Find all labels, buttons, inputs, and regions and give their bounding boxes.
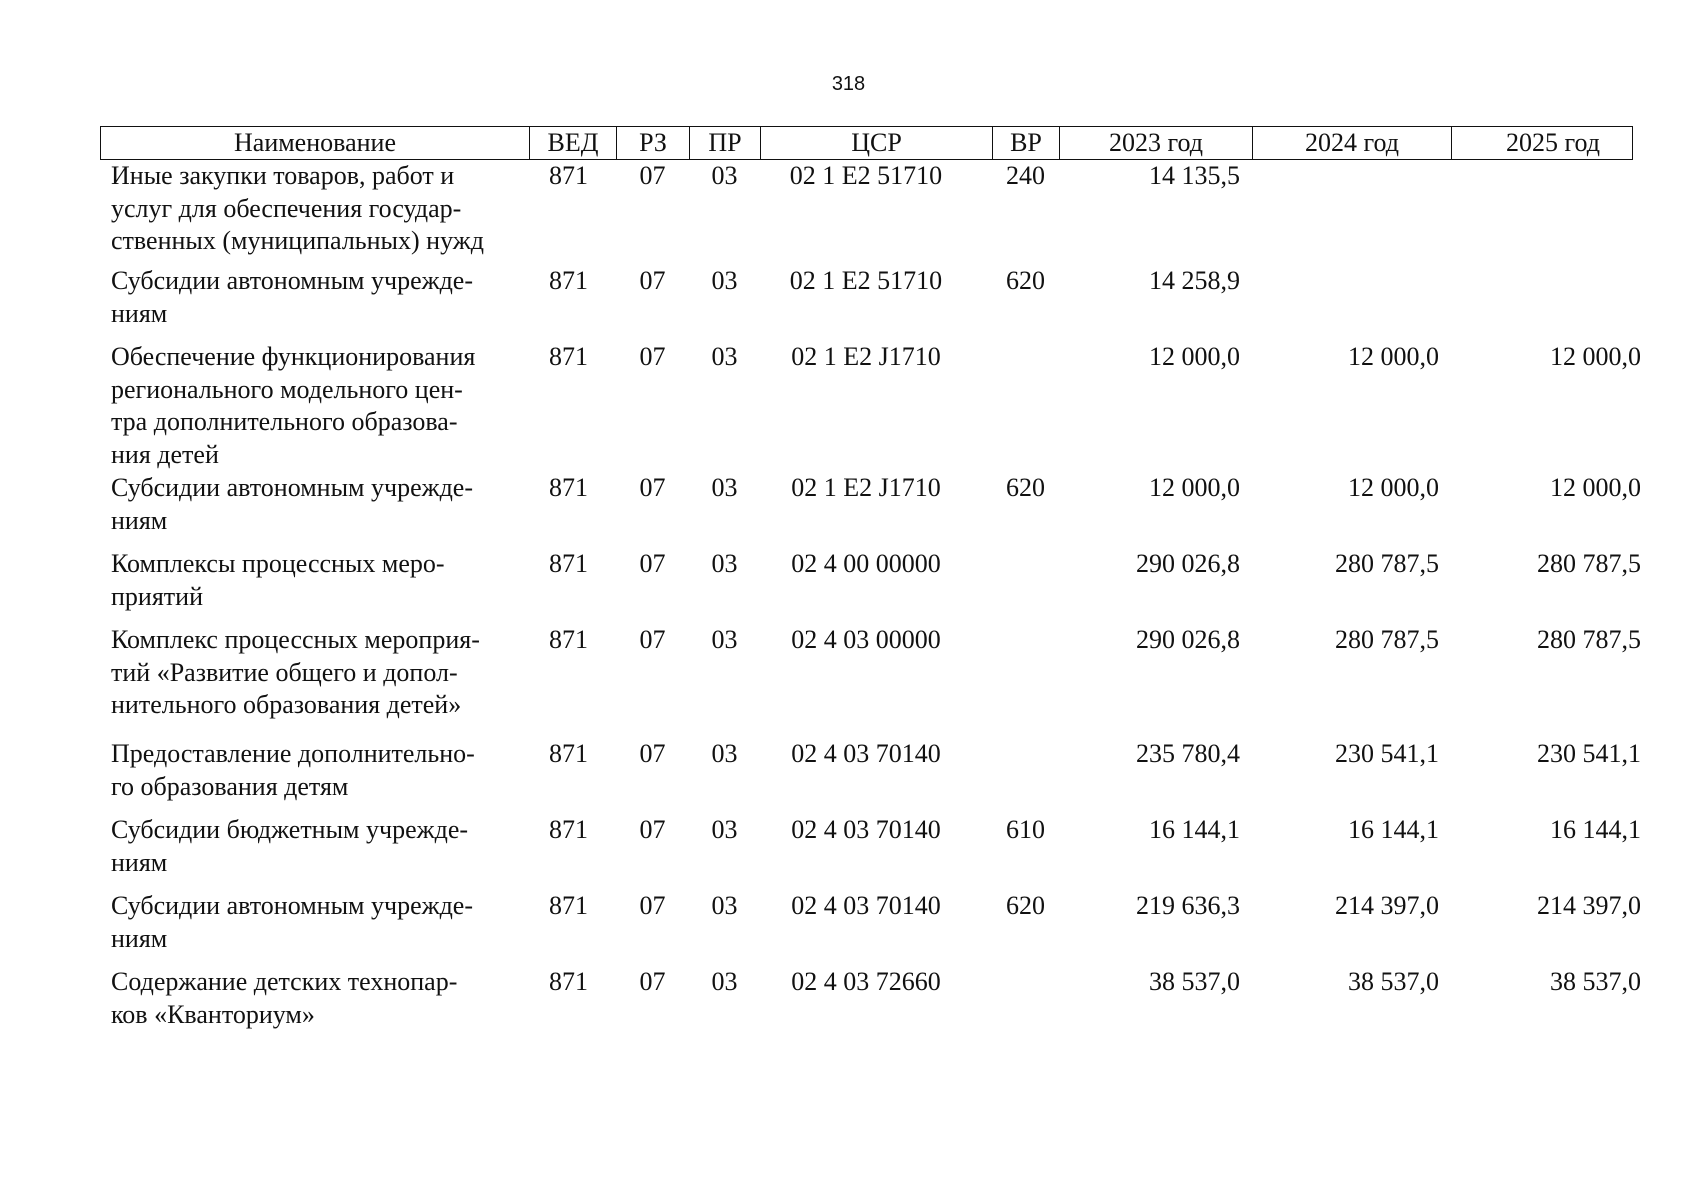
cell-csr: 02 1 E2 J1710 [791, 473, 941, 502]
cell-2023: 16 144,1 [1149, 815, 1240, 844]
header-name: Наименование [101, 127, 530, 159]
cell-pr: 03 [711, 815, 738, 844]
cell-rz: 07 [639, 549, 666, 578]
cell-pr: 03 [711, 739, 738, 768]
header-pr: ПР [690, 127, 761, 159]
cell-2025: 38 537,0 [1550, 967, 1641, 996]
cell-2023: 12 000,0 [1149, 342, 1240, 371]
cell-2024: 38 537,0 [1348, 967, 1439, 996]
table-row [100, 890, 1641, 966]
table-row [100, 548, 1641, 624]
cell-ved: 871 [549, 161, 588, 190]
cell-pr: 03 [711, 342, 738, 371]
cell-2025 [1451, 265, 1653, 341]
table-row [100, 341, 1641, 472]
cell-csr: 02 4 03 72660 [791, 967, 941, 996]
cell-2025: 230 541,1 [1537, 739, 1641, 768]
cell-csr: 02 4 03 70140 [791, 815, 941, 844]
table-row [100, 738, 1641, 814]
page-number: 318 [831, 73, 866, 95]
cell-name: Субсидии автономным учрежде- ниям [111, 891, 473, 953]
cell-vr [992, 548, 1059, 624]
cell-rz: 07 [639, 342, 666, 371]
table-row [100, 624, 1641, 738]
cell-2025: 12 000,0 [1550, 342, 1641, 371]
cell-vr [992, 738, 1059, 814]
cell-2024 [1252, 265, 1451, 341]
cell-pr: 03 [711, 891, 738, 920]
cell-name: Субсидии автономным учрежде- ниям [111, 266, 473, 328]
cell-name: Субсидии бюджетным учрежде- ниям [111, 815, 469, 877]
cell-rz: 07 [639, 815, 666, 844]
cell-rz: 07 [639, 739, 666, 768]
cell-vr: 620 [1006, 266, 1045, 295]
cell-2024: 12 000,0 [1348, 473, 1439, 502]
cell-rz: 07 [639, 161, 666, 190]
cell-2024: 16 144,1 [1348, 815, 1439, 844]
header-2025: 2025 год [1506, 128, 1600, 157]
cell-pr: 03 [711, 473, 738, 502]
cell-2023: 235 780,4 [1136, 739, 1240, 768]
cell-ved: 871 [549, 625, 588, 654]
cell-rz: 07 [639, 891, 666, 920]
cell-2025: 214 397,0 [1537, 891, 1641, 920]
cell-ved: 871 [549, 473, 588, 502]
cell-2023: 290 026,8 [1136, 549, 1240, 578]
cell-2023: 290 026,8 [1136, 625, 1240, 654]
cell-name: Комплексы процессных меро- приятий [111, 549, 445, 611]
cell-csr: 02 4 00 00000 [791, 549, 941, 578]
cell-vr [992, 966, 1059, 1042]
cell-csr: 02 1 E2 J1710 [791, 342, 941, 371]
cell-vr: 240 [1006, 161, 1045, 190]
cell-rz: 07 [639, 266, 666, 295]
header-rz: РЗ [617, 127, 690, 159]
header-csr: ЦСР [761, 127, 993, 159]
cell-ved: 871 [549, 342, 588, 371]
table-row [100, 265, 1633, 341]
cell-2024: 230 541,1 [1335, 739, 1439, 768]
cell-name: Субсидии автономным учрежде- ниям [111, 473, 473, 535]
header-vr: ВР [993, 127, 1060, 159]
cell-2024: 280 787,5 [1335, 549, 1439, 578]
cell-name: Содержание детских технопар- ков «Кванториум» [111, 967, 458, 1029]
cell-csr: 02 1 E2 51710 [789, 161, 943, 190]
cell-name: Обеспечение функционирования регионального модельного цен- тра дополнительного образова- ния детей [111, 342, 476, 469]
cell-vr: 610 [1006, 815, 1045, 844]
cell-2024 [1252, 160, 1451, 265]
cell-pr: 03 [711, 967, 738, 996]
cell-vr: 620 [1006, 891, 1045, 920]
cell-2024: 214 397,0 [1335, 891, 1439, 920]
cell-name: Предоставление дополнительно- го образования детям [111, 739, 475, 801]
cell-vr: 620 [1006, 473, 1045, 502]
cell-name: Иные закупки товаров, работ и услуг для обеспечения государ- ственных (муниципальных) нужд [111, 161, 484, 256]
header-2023: 2023 год [1060, 127, 1253, 159]
cell-vr [992, 341, 1059, 472]
cell-rz: 07 [639, 967, 666, 996]
cell-ved: 871 [549, 967, 588, 996]
table-row [100, 472, 1641, 548]
header-2024: 2024 год [1253, 127, 1452, 159]
cell-2025: 280 787,5 [1537, 625, 1641, 654]
cell-pr: 03 [711, 549, 738, 578]
cell-2023: 14 135,5 [1149, 161, 1240, 190]
cell-rz: 07 [639, 625, 666, 654]
header-ved: ВЕД [530, 127, 617, 159]
cell-csr: 02 4 03 70140 [791, 891, 941, 920]
cell-csr: 02 4 03 70140 [791, 739, 941, 768]
cell-2025: 12 000,0 [1550, 473, 1641, 502]
cell-2023: 219 636,3 [1136, 891, 1240, 920]
cell-ved: 871 [549, 739, 588, 768]
cell-2025: 280 787,5 [1537, 549, 1641, 578]
cell-2023: 14 258,9 [1149, 266, 1240, 295]
cell-ved: 871 [549, 549, 588, 578]
cell-vr [992, 624, 1059, 738]
cell-2025: 16 144,1 [1550, 815, 1641, 844]
table-row [100, 160, 1633, 265]
cell-pr: 03 [711, 625, 738, 654]
table-row [100, 966, 1641, 1042]
cell-ved: 871 [549, 891, 588, 920]
table-body [100, 160, 1641, 1042]
cell-2024: 12 000,0 [1348, 342, 1439, 371]
cell-2024: 280 787,5 [1335, 625, 1439, 654]
cell-pr: 03 [711, 161, 738, 190]
cell-rz: 07 [639, 473, 666, 502]
cell-csr: 02 1 E2 51710 [789, 266, 943, 295]
table-header [100, 126, 1633, 160]
cell-ved: 871 [549, 266, 588, 295]
cell-pr: 03 [711, 266, 738, 295]
table-row [100, 814, 1641, 890]
cell-2023: 12 000,0 [1149, 473, 1240, 502]
cell-ved: 871 [549, 815, 588, 844]
cell-csr: 02 4 03 00000 [791, 625, 941, 654]
cell-name: Комплекс процессных мероприя- тий «Развитие общего и допол- нительного образования детей» [111, 625, 480, 720]
cell-2023: 38 537,0 [1149, 967, 1240, 996]
cell-2025 [1451, 160, 1653, 265]
